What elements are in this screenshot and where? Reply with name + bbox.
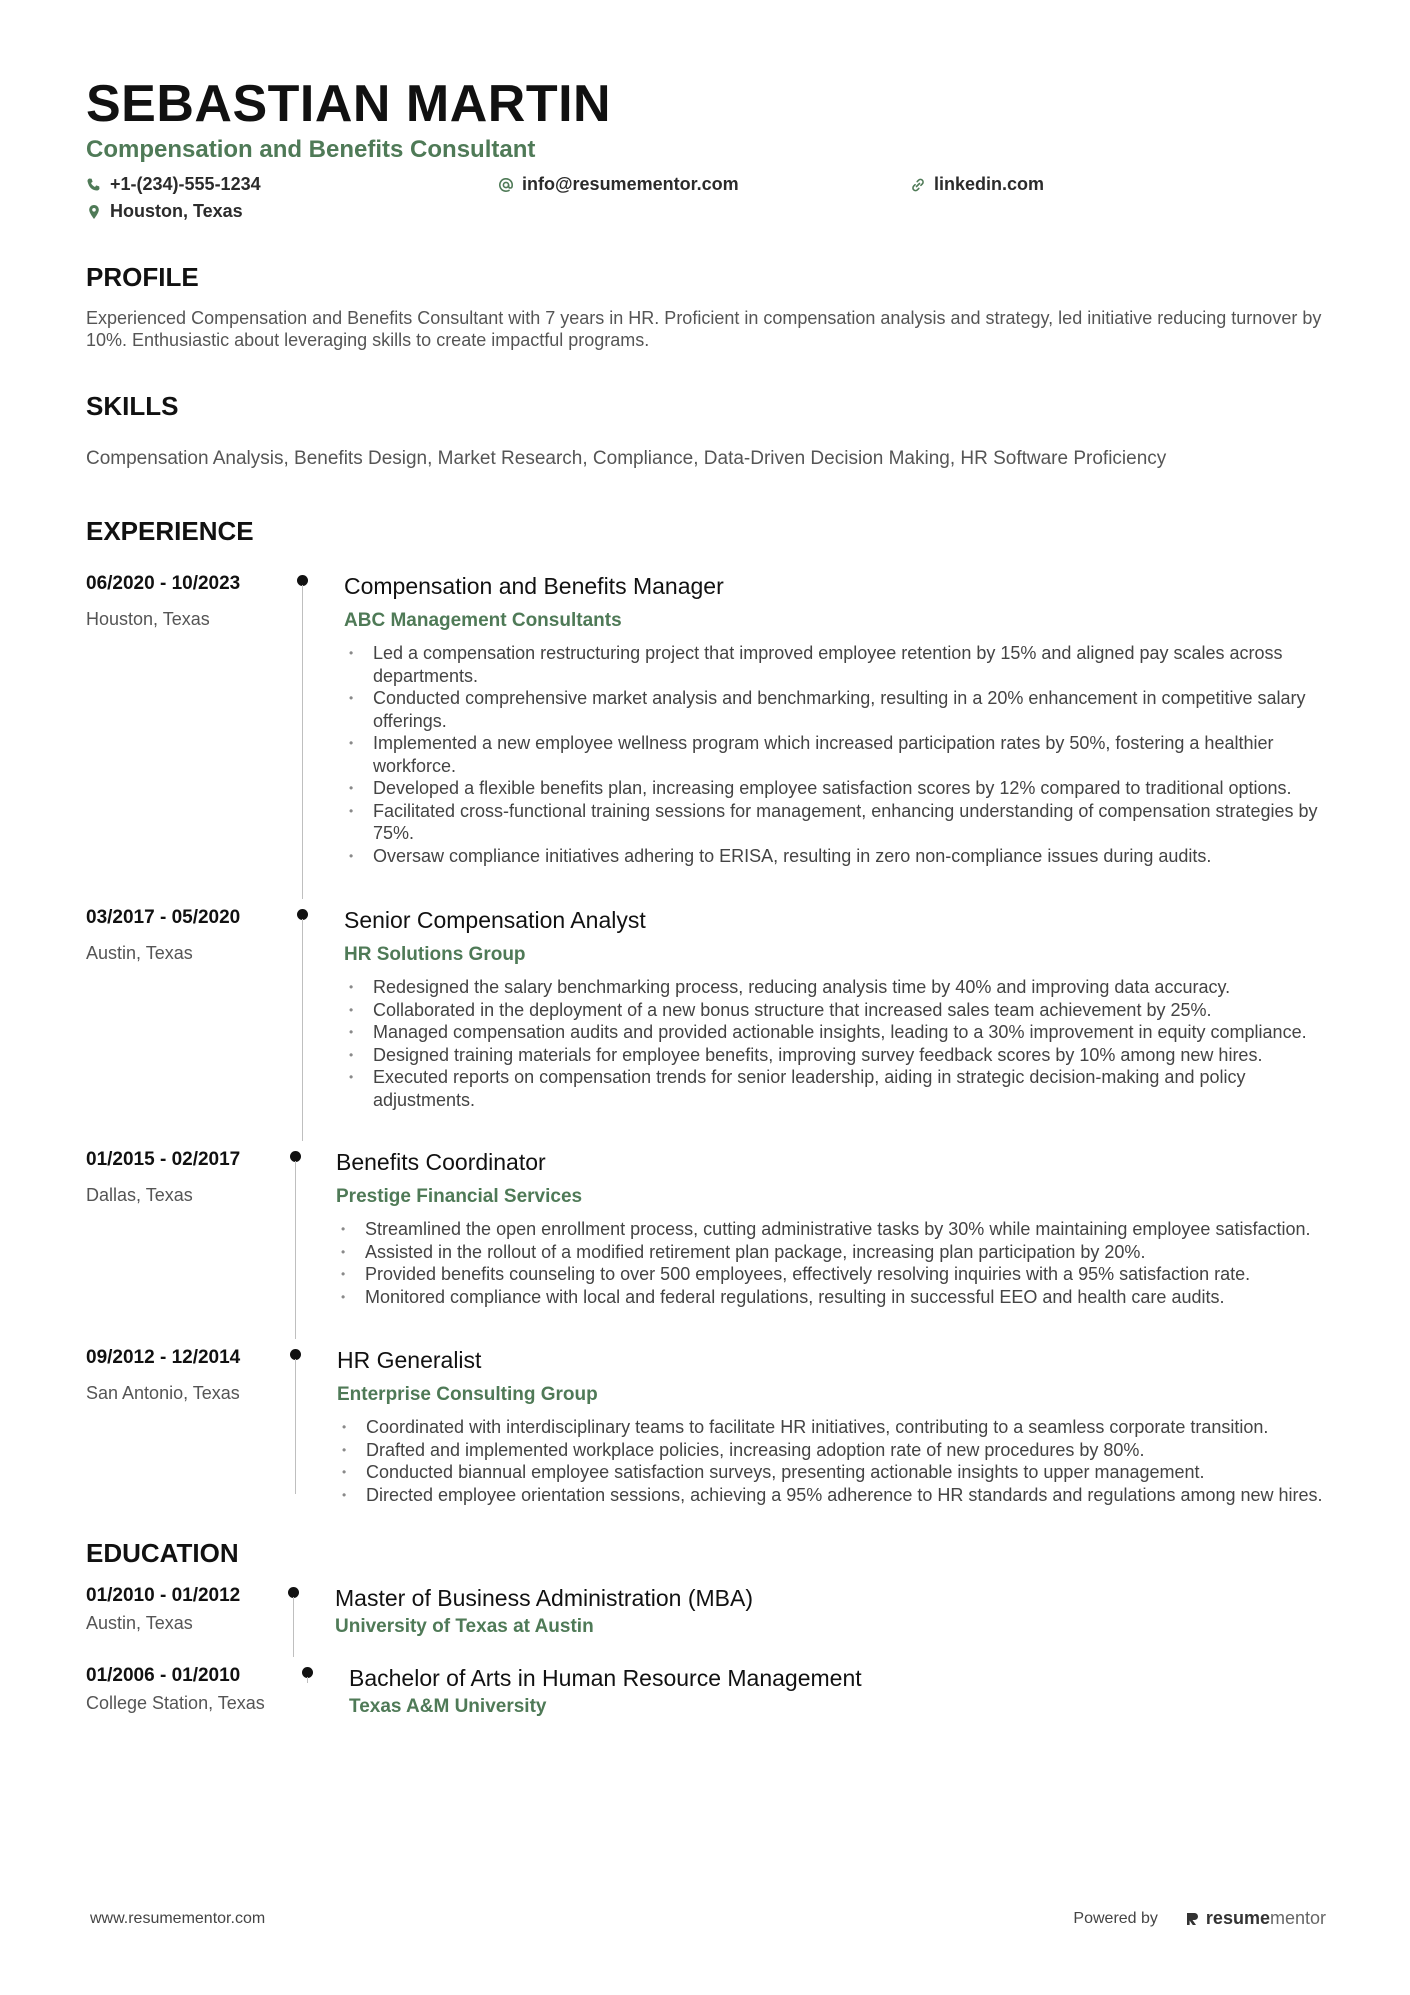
achievement-item: • Executed reports on compensation trends for senior leadership, aiding in strategic decision-making and policy adjustments. — [344, 1066, 1326, 1111]
experience-entry — [86, 1339, 1326, 1505]
job-company: Prestige Financial Services — [336, 1186, 583, 1207]
achievement-item: • Collaborated in the deployment of a new bonus structure that increased sales team achievement by 25%. — [344, 999, 1326, 1022]
timeline-marker — [297, 575, 309, 899]
job-location: San Antonio, Texas — [86, 1383, 240, 1403]
education-degree: Bachelor of Arts in Human Resource Management — [349, 1665, 862, 1691]
email-text[interactable]: info@resumementor.com — [522, 174, 739, 194]
profile-summary: Experienced Compensation and Benefits Consultant with 7 years in HR. Proficient in compensation analysis and strategy, led initiative reducing turnover by 10%. Enthusiastic about leveraging skills to create impactful programs. — [86, 308, 1322, 350]
achievement-item: • Oversaw compliance initiatives adhering to ERISA, resulting in zero non-compliance issues during audits. — [344, 845, 1326, 868]
education-dates: 01/2006 - 01/2010 — [86, 1665, 241, 1686]
section-heading-profile: PROFILE — [86, 262, 199, 292]
section-heading-experience: EXPERIENCE — [86, 516, 254, 546]
achievement-item: • Managed compensation audits and provided actionable insights, leading to a 30% improvement in equity compliance. — [344, 1021, 1326, 1044]
page-footer — [90, 1908, 1326, 1929]
job-location: Dallas, Texas — [86, 1185, 193, 1205]
job-role: Compensation and Benefits Manager — [344, 573, 724, 599]
achievement-item: • Conducted comprehensive market analysis and benchmarking, resulting in a 20% enhancement in competitive salary offerings. — [344, 687, 1326, 732]
profile-section — [86, 262, 1326, 351]
contact-phone — [86, 174, 498, 195]
education-dates: 01/2010 - 01/2012 — [86, 1585, 241, 1606]
section-heading-education: EDUCATION — [86, 1538, 239, 1568]
brand-name-part1: resume — [1205, 1908, 1270, 1928]
brand-logo[interactable] — [1184, 1908, 1326, 1929]
resume-page — [86, 70, 1326, 1737]
education-school: Texas A&M University — [349, 1696, 547, 1717]
education-degree: Master of Business Administration (MBA) — [335, 1585, 753, 1611]
job-location: Houston, Texas — [86, 609, 210, 629]
job-dates: 01/2015 - 02/2017 — [86, 1149, 241, 1170]
education-section — [86, 1538, 1326, 1737]
timeline-marker — [302, 1667, 314, 1683]
experience-entry — [86, 1141, 1326, 1339]
resume-header — [86, 75, 1326, 222]
achievement-item: • Assisted in the rollout of a modified retirement plan package, increasing plan participation by 20%. — [336, 1241, 1326, 1264]
job-location: Austin, Texas — [86, 943, 193, 963]
job-achievements — [344, 642, 1326, 867]
achievement-item: • Provided benefits counseling to over 500 employees, effectively resolving inquiries with a 95% satisfaction rate. — [336, 1263, 1326, 1286]
phone-icon — [86, 177, 102, 193]
education-school: University of Texas at Austin — [335, 1616, 594, 1637]
job-achievements — [344, 976, 1326, 1111]
location-text: Houston, Texas — [110, 201, 243, 221]
education-entry — [86, 1577, 1326, 1657]
contact-email[interactable] — [498, 174, 910, 195]
timeline-marker — [290, 1349, 302, 1494]
timeline-marker — [288, 1587, 300, 1657]
achievement-item: • Developed a flexible benefits plan, increasing employee satisfaction scores by 12% compared to traditional options. — [344, 777, 1326, 800]
achievement-item: • Implemented a new employee wellness program which increased participation rates by 50%, fostering a healthier workforce. — [344, 732, 1326, 777]
experience-entry — [86, 565, 1326, 899]
job-achievements — [337, 1416, 1326, 1506]
job-dates: 09/2012 - 12/2014 — [86, 1347, 241, 1368]
section-heading-skills: SKILLS — [86, 391, 179, 421]
job-role: HR Generalist — [337, 1347, 482, 1373]
job-dates: 06/2020 - 10/2023 — [86, 573, 241, 594]
education-entry — [86, 1657, 1326, 1737]
achievement-item: • Coordinated with interdisciplinary teams to facilitate HR initiatives, contributing to a seamless corporate transition. — [337, 1416, 1326, 1439]
powered-by — [1073, 1908, 1326, 1929]
education-location: Austin, Texas — [86, 1613, 193, 1633]
job-dates: 03/2017 - 05/2020 — [86, 907, 241, 928]
contact-location — [86, 201, 498, 222]
link-icon — [910, 177, 926, 193]
job-achievements — [336, 1218, 1326, 1308]
linkedin-text[interactable]: linkedin.com — [934, 174, 1045, 194]
skills-list: Compensation Analysis, Benefits Design, Market Research, Compliance, Data-Driven Decision Making, HR Software Proficiency — [86, 448, 1167, 469]
brand-name-part2: mentor — [1269, 1908, 1326, 1928]
contact-linkedin[interactable] — [910, 174, 1322, 195]
achievement-item: • Led a compensation restructuring project that improved employee retention by 15% and aligned pay scales across departments. — [344, 642, 1326, 687]
job-role: Benefits Coordinator — [336, 1149, 546, 1175]
candidate-title: Compensation and Benefits Consultant — [86, 136, 536, 163]
powered-by-label: Powered by — [1073, 1909, 1158, 1927]
timeline-marker — [297, 909, 309, 1141]
achievement-item: • Designed training materials for employee benefits, improving survey feedback scores by 10% among new hires. — [344, 1044, 1326, 1067]
experience-entry — [86, 899, 1326, 1141]
footer-website[interactable]: www.resumementor.com — [90, 1909, 266, 1927]
achievement-item: • Drafted and implemented workplace policies, increasing adoption rate of new procedures by 80%. — [337, 1439, 1326, 1462]
location-pin-icon — [86, 204, 102, 220]
job-company: HR Solutions Group — [344, 944, 526, 965]
achievement-item: • Conducted biannual employee satisfaction surveys, presenting actionable insights to upper management. — [337, 1461, 1326, 1484]
achievement-item: • Facilitated cross-functional training sessions for management, enhancing understanding of compensation strategies by 75%. — [344, 800, 1326, 845]
at-icon — [498, 177, 514, 193]
candidate-name: SEBASTIAN MARTIN — [86, 75, 612, 133]
achievement-item: • Directed employee orientation sessions, achieving a 95% adherence to HR standards and regulations among new hires. — [337, 1484, 1326, 1507]
achievement-item: • Streamlined the open enrollment process, cutting administrative tasks by 30% while maintaining employee satisfaction. — [336, 1218, 1326, 1241]
phone-text: +1-(234)-555-1234 — [110, 174, 261, 194]
resumementor-logo-icon — [1184, 1911, 1200, 1927]
experience-section — [86, 516, 1326, 1505]
job-company: ABC Management Consultants — [344, 610, 622, 631]
job-company: Enterprise Consulting Group — [337, 1384, 598, 1405]
achievement-item: • Monitored compliance with local and federal regulations, resulting in successful EEO and health care audits. — [336, 1286, 1326, 1309]
achievement-item: • Redesigned the salary benchmarking process, reducing analysis time by 40% and improving data accuracy. — [344, 976, 1326, 999]
timeline-marker — [290, 1151, 302, 1339]
education-location: College Station, Texas — [86, 1693, 265, 1713]
contact-info — [86, 174, 1326, 222]
skills-section — [86, 391, 1326, 470]
job-role: Senior Compensation Analyst — [344, 907, 646, 933]
